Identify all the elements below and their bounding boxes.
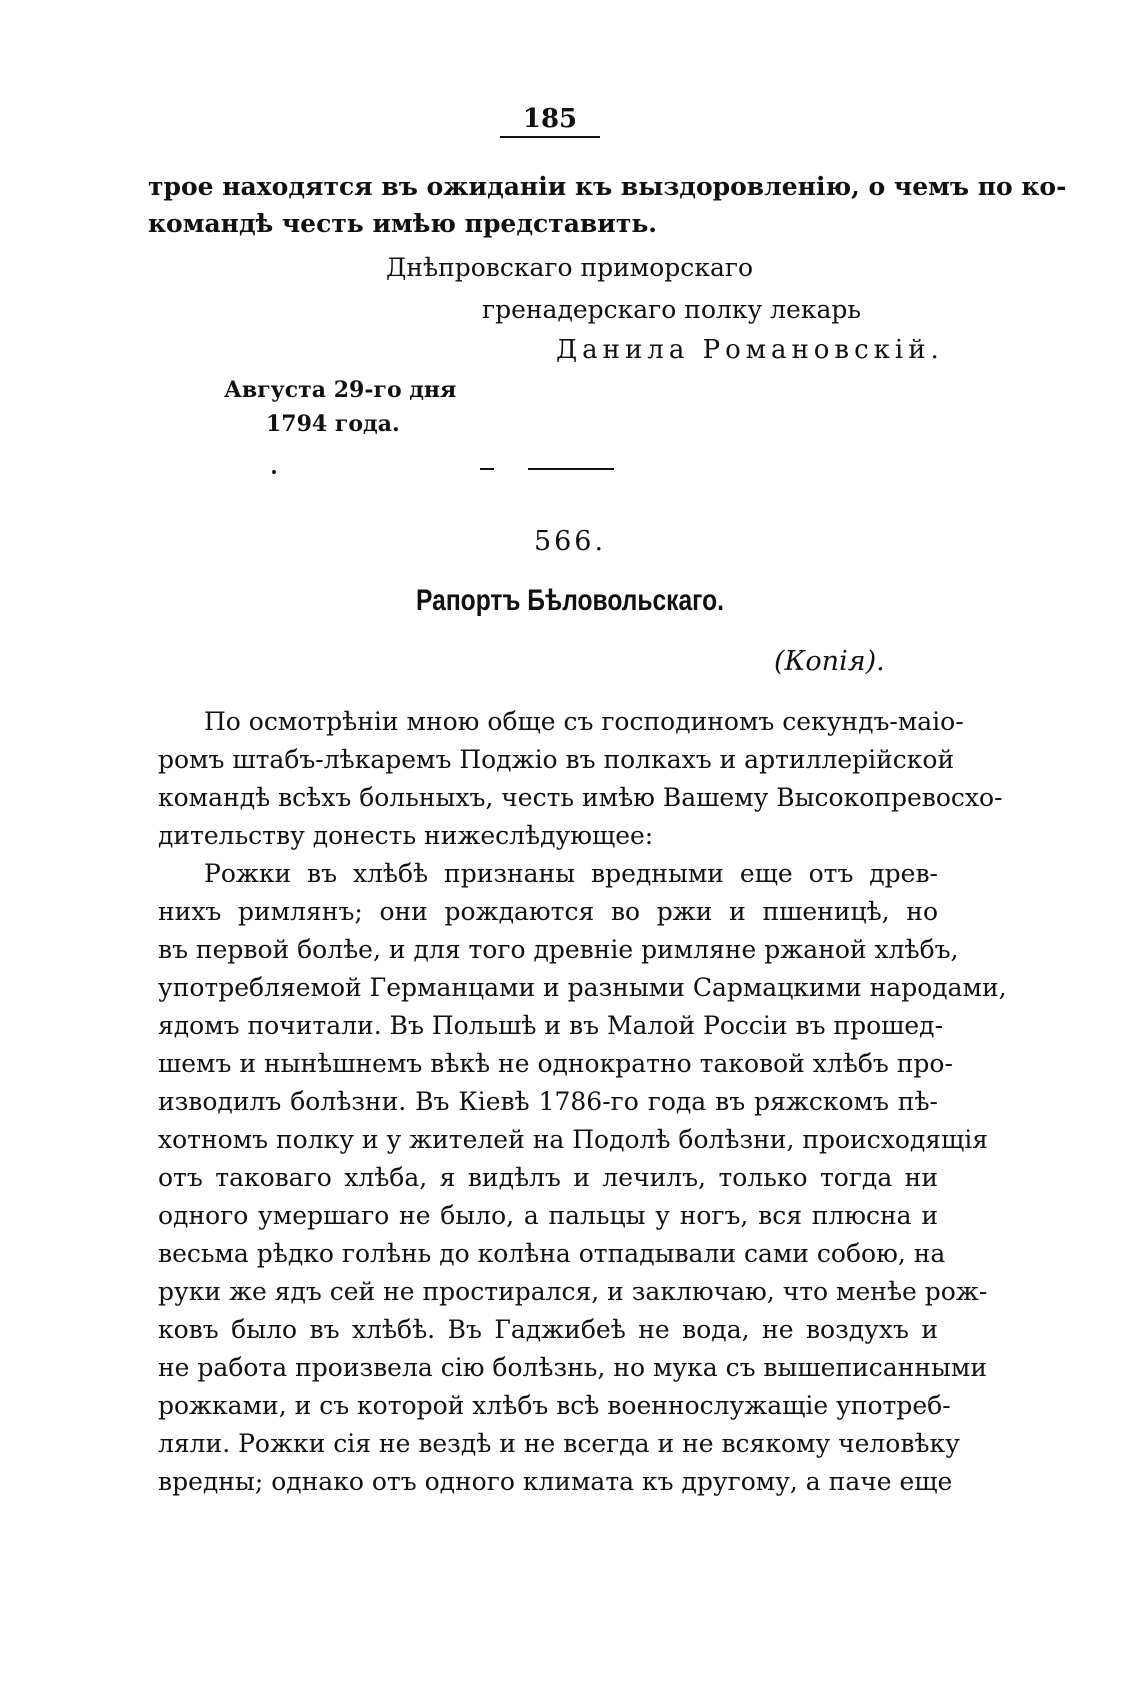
signature-line: Днѣпровскаго приморскаго: [386, 253, 753, 282]
body-line: употребляемой Германцами и разными Сармацкими народами,: [158, 973, 1007, 1002]
separator-rule: [528, 468, 614, 470]
previous-text-line: трое находятся въ ожиданіи къ выздоровленію, о чемъ по ко-: [148, 172, 1067, 201]
date-line: Августа 29-го дня: [224, 377, 457, 403]
body-line: руки же ядъ сей не простирался, и заключаю, что менѣе рож-: [158, 1277, 988, 1306]
signature-name: Данила Романовскій.: [556, 335, 944, 365]
body-line: дительству донесть нижеслѣдующее:: [158, 821, 654, 850]
body-line: командѣ всѣхъ больныхъ, честь имѣю Вашему Высокопревосхо-: [158, 783, 1003, 812]
body-line: вредны; однако отъ одного климата къ другому, а паче еще: [158, 1467, 953, 1496]
body-line: ляли. Рожки сія не вездѣ и не всегда и не всякому человѣку: [158, 1429, 960, 1458]
body-line: весьма рѣдко голѣнь до колѣна отпадывали сами собою, на: [158, 1239, 946, 1268]
body-line: рожками, и съ которой хлѣбъ всѣ военнослужащіе употреб-: [158, 1391, 951, 1420]
body-line: отъ таковаго хлѣба, я видѣлъ и лечилъ, только тогда ни: [158, 1163, 938, 1192]
body-line: одного умершаго не было, а пальцы у ногъ, вся плюсна и: [158, 1201, 938, 1230]
body-line: Рожки въ хлѣбѣ признаны вредными еще отъ древ-: [204, 859, 938, 888]
body-line: въ первой болѣе, и для того древніе римляне ржаной хлѣбъ,: [158, 935, 959, 964]
document-title: Рапортъ Бѣловольскаго.: [416, 584, 724, 617]
body-line: хотномъ полку и у жителей на Подолѣ болѣзни, происходящія: [158, 1125, 989, 1154]
separator-dot: [272, 470, 276, 474]
previous-text-line: командѣ честь имѣю представить.: [148, 209, 657, 238]
signature-line: гренадерскаго полку лекарь: [482, 295, 861, 324]
separator-rule: [480, 468, 494, 470]
body-line: не работа произвела сію болѣзнь, но мука съ вышеписанными: [158, 1353, 988, 1382]
body-line: изводилъ болѣзни. Въ Кіевѣ 1786-го года въ ряжскомъ пѣ-: [158, 1087, 938, 1116]
document-number: 566.: [533, 526, 607, 557]
body-line: ковъ было въ хлѣбѣ. Въ Гаджибеѣ не вода, не воздухъ и: [158, 1315, 938, 1344]
body-line: По осмотрѣніи мною обще съ господиномъ секундъ-маіо-: [204, 707, 964, 736]
page-number: 185: [522, 104, 578, 134]
page-number-underline: [500, 136, 600, 138]
body-line: ромъ штабъ-лѣкаремъ Поджіо въ полкахъ и артиллерійской: [158, 745, 955, 774]
body-line: ядомъ почитали. Въ Польшѣ и въ Малой Россіи въ прошед-: [158, 1011, 944, 1040]
body-line: шемъ и нынѣшнемъ вѣкѣ не однократно таковой хлѣбъ про-: [158, 1049, 953, 1078]
date-line: 1794 года.: [266, 411, 400, 437]
body-line: нихъ римлянъ; они рождаются во ржи и пшеницѣ, но: [158, 897, 938, 926]
copy-note: (Копія).: [774, 646, 885, 677]
